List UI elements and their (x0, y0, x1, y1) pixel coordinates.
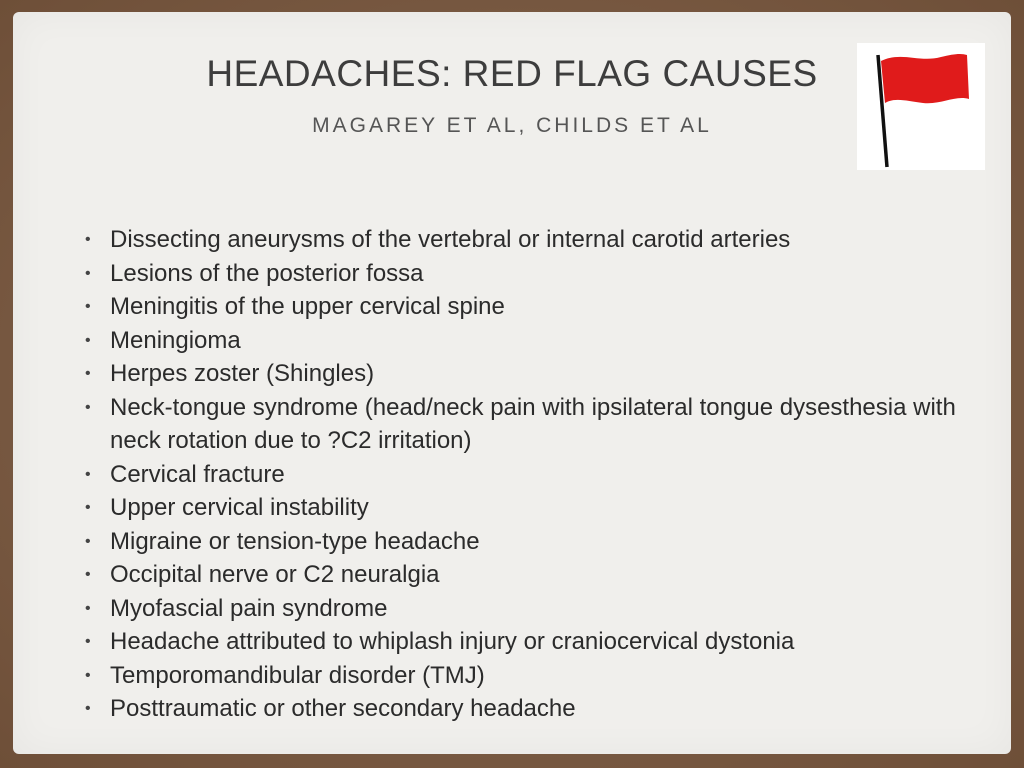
list-item: • Migraine or tension-type headache (110, 525, 970, 559)
list-item: • Meningioma (110, 324, 970, 358)
slide-title: HEADACHES: RED FLAG CAUSES (206, 53, 818, 94)
list-item: • Neck-tongue syndrome (head/neck pain with ipsilateral tongue dysesthesia with neck rotation due to ?C2 irritation) (110, 391, 970, 458)
list-item: • Lesions of the posterior fossa (110, 257, 970, 291)
list-item: • Meningitis of the upper cervical spine (110, 290, 970, 324)
list-item: • Posttraumatic or other secondary headache (110, 692, 970, 726)
list-item: • Temporomandibular disorder (TMJ) (110, 659, 970, 693)
list-item: • Upper cervical instability (110, 491, 970, 525)
list-item: • Dissecting aneurysms of the vertebral or internal carotid arteries (110, 223, 970, 257)
list-item: • Herpes zoster (Shingles) (110, 357, 970, 391)
flag-cloth (881, 54, 969, 103)
red-flag-image (857, 43, 985, 170)
list-item: • Myofascial pain syndrome (110, 592, 970, 626)
red-flag-cause-list (110, 223, 970, 726)
list-item: • Headache attributed to whiplash injury or craniocervical dystonia (110, 625, 970, 659)
red-flag-icon (857, 43, 985, 170)
list-item: • Cervical fracture (110, 458, 970, 492)
list-item: • Occipital nerve or C2 neuralgia (110, 558, 970, 592)
slide-subtitle: MAGAREY ET AL, CHILDS ET AL (312, 114, 712, 137)
